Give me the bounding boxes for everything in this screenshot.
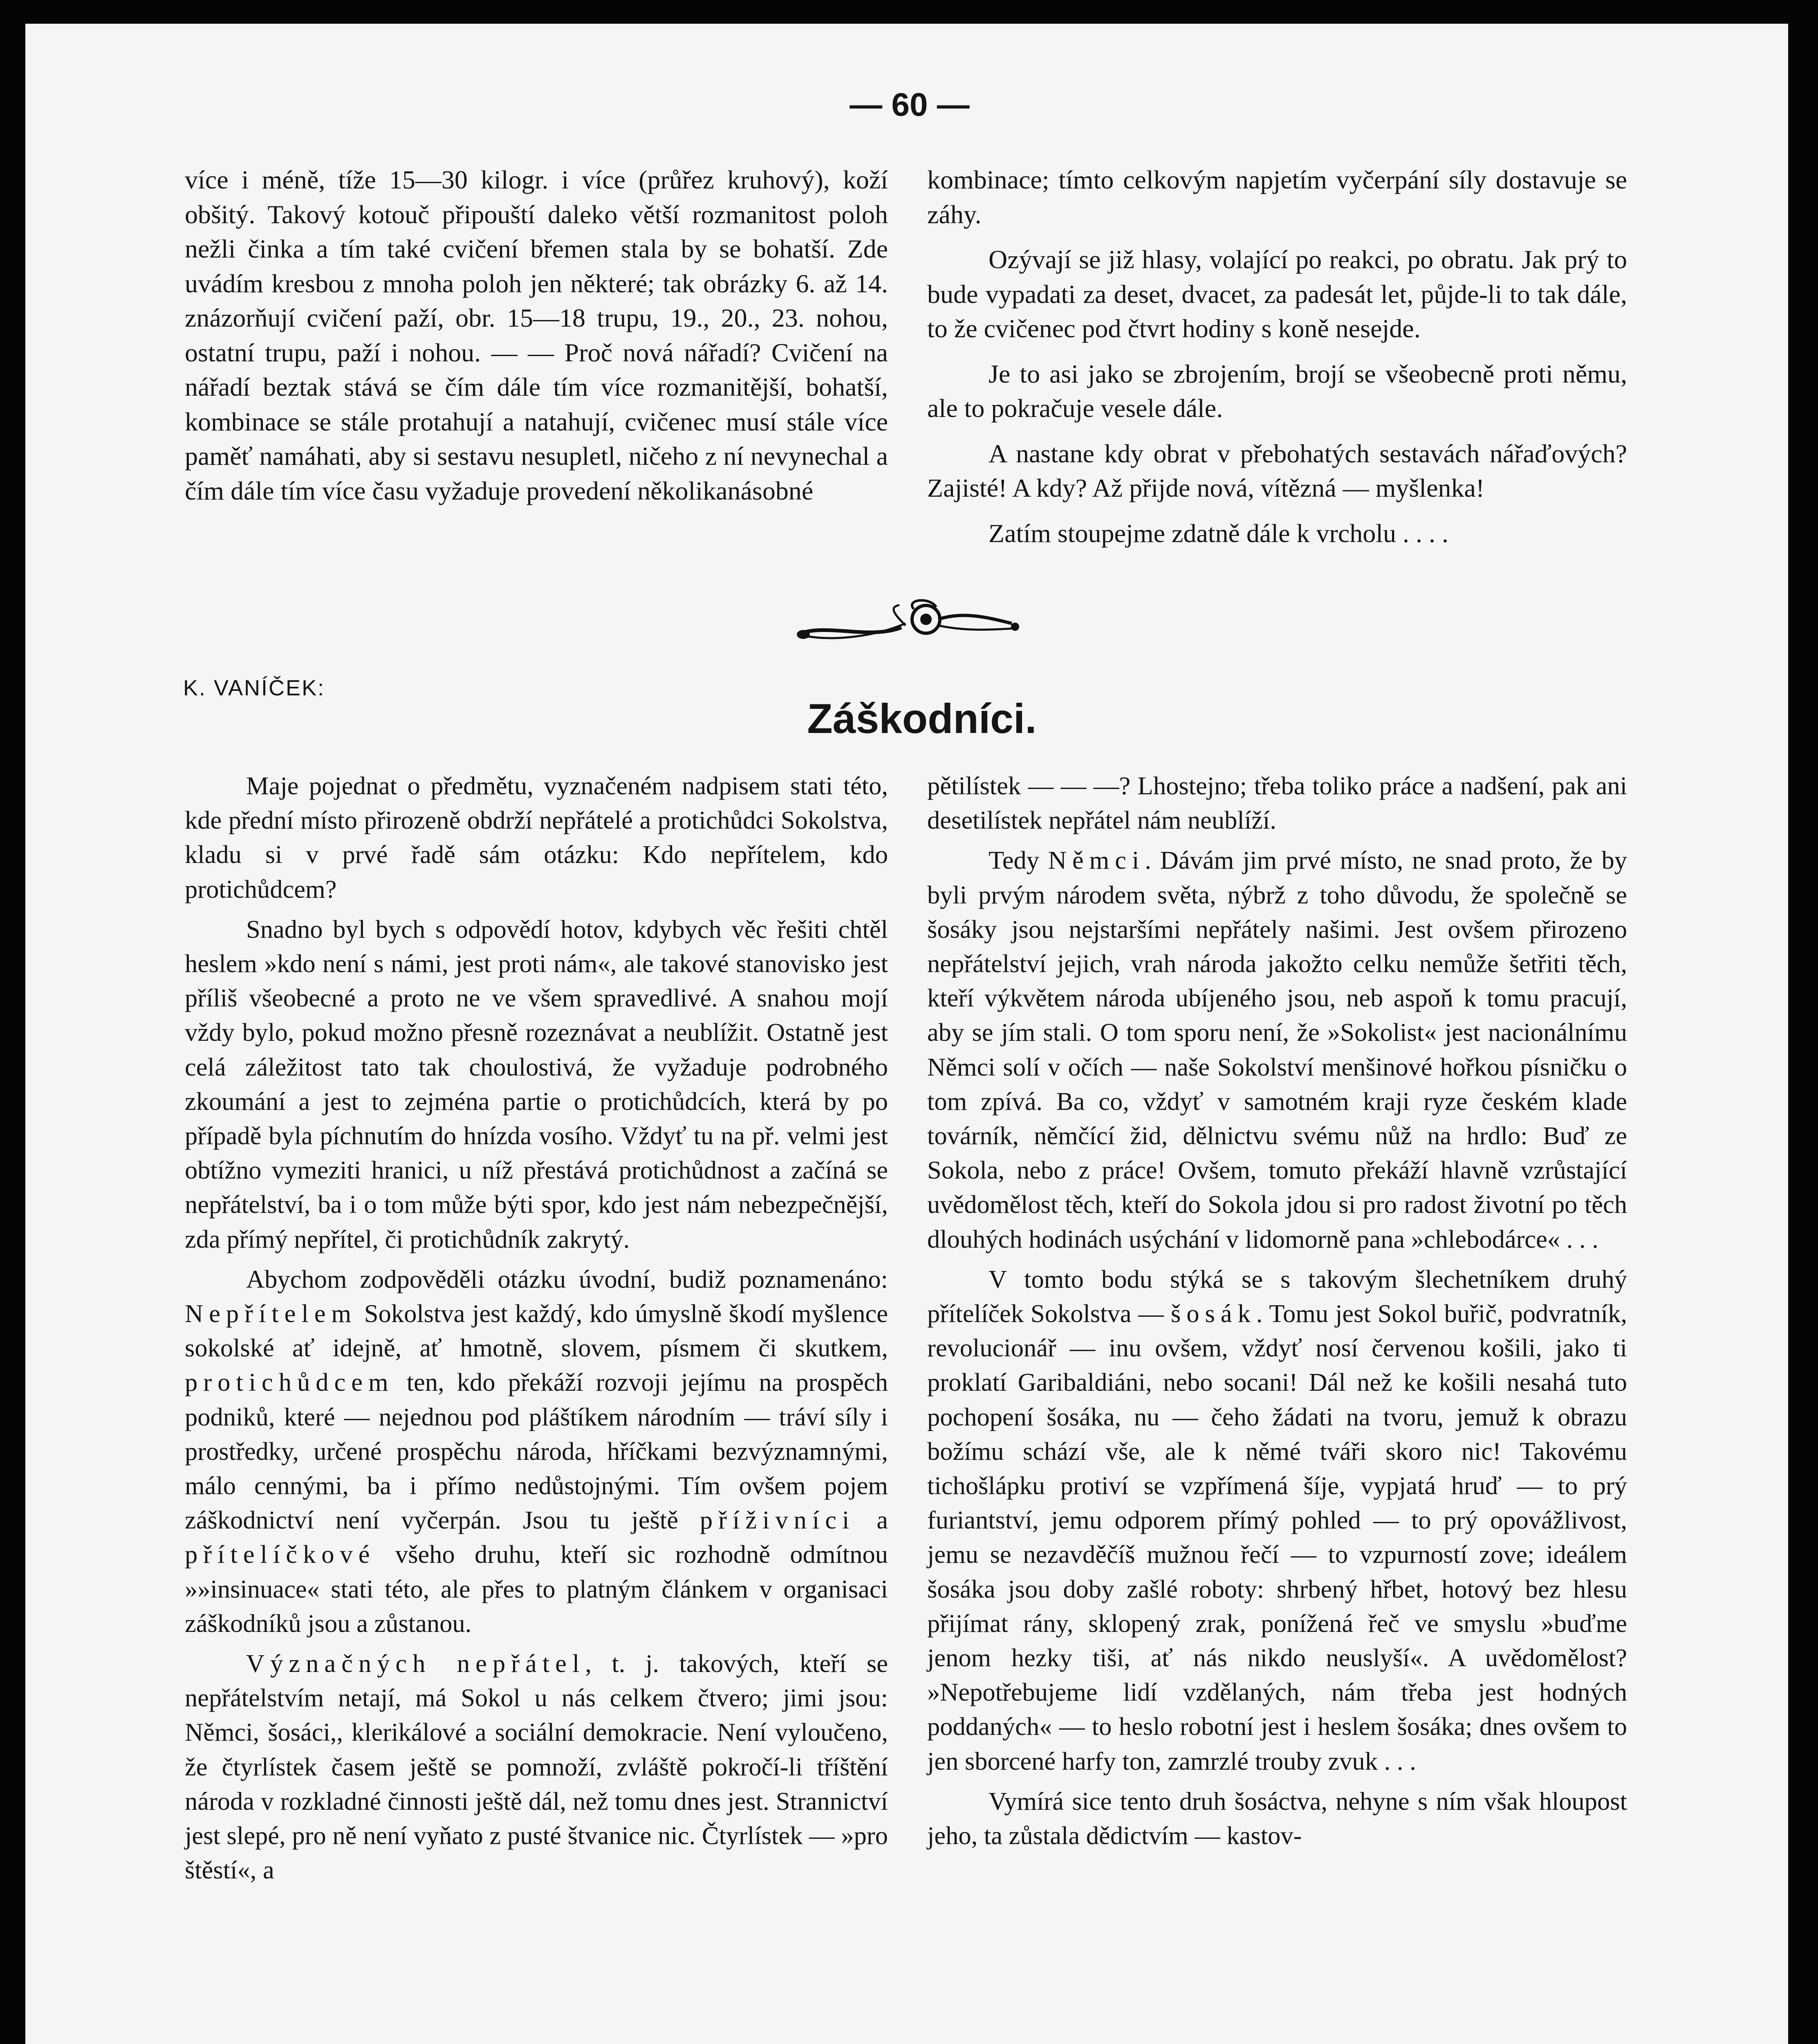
intro-right-column: [927, 163, 1627, 551]
text-run: , t. j. takových, kteří se nepřátelstvím netají, má Sokol u nás celkem čtvero; jimi jsou: Němci, šosáci,, klerikálové a sociální demokracie. Není vyloučeno, že čtyrlístek časem ještě se pomnoží, zvláště pokročí-li tříštění národa v rozkladné činnosti ještě dál, než tomu dnes jest. Strannictví jest slepé, pro ně není vyňato z pusté štvanice nic. Čtyrlístek — »pro štěstí«, a: [185, 1649, 888, 1885]
intro-left-column: [185, 163, 888, 508]
spaced-term: protichůdcem: [185, 1368, 394, 1397]
scan-border-right: [1788, 0, 1818, 2044]
spaced-term: příživníci: [699, 1506, 855, 1535]
article-paragraph: [927, 1262, 1627, 1778]
spaced-term: přítelíčkové: [185, 1540, 376, 1569]
intro-right-paragraph: Zatím stoupejme zdatně dále k vrcholu . . . .: [989, 518, 1448, 548]
article-paragraph: [927, 843, 1627, 1256]
text-run: Sokolstva jest každý, kdo úmyslně škodí myšlence sokolské ať idejně, ať hmotně, slovem, písmem či skutkem,: [185, 1299, 888, 1363]
text-run: . Dávám jim prvé místo, ne snad proto, že by byli prvým národem světa, nýbrž z toho důvodu, že společně se šosáky jsou nejstaršími nepřátely našimi. Jest ovšem přirozeno nepřátelství jejich, vrah národa jakožto celku nemůže šetřiti těch, kteří výkvětem národa ubíjeného jsou, neb aspoň k tomu pracují, aby se jím stali. O tom sporu není, že »Sokolist« jest nacionálnímu Němci solí v očích — naše Sokolství menšinové hořkou písničku o tom zpívá. Ba co, vždyť v samotném kraji ryze českém klade továrník, němčící žid, dělnictvu svému nůž na hrdlo: Buď ze Sokola, nebo z práce! Ovšem, tomuto překáží hlavně vzrůstající uvědomělost těch, kteří do Sokola jdou si pro radost životní po těch dlouhých hodinách usýchání v lidomorně pana »chlebodárce« . . .: [927, 846, 1627, 1253]
text-run: V tomto bodu stýká se s takovým šlechetníkem druhý přítelíček Sokolstva —: [927, 1264, 1627, 1328]
intro-right-paragraph: Ozývají se již hlasy, volající po reakci, po obratu. Jak prý to bude vypadati za deset, dvacet, za padesát let, půjde-li to tak dále, to že cvičenec pod čtvrt hodiny s koně nesejde.: [927, 245, 1627, 343]
spaced-term: Význačných nepřátel: [246, 1649, 585, 1678]
intro-right-paragraph: Je to asi jako se zbrojením, brojí se všeobecně proti němu, ale to pokračuje vesele dále.: [927, 359, 1627, 423]
spaced-term: šosák: [1170, 1299, 1256, 1328]
text-run: a: [855, 1506, 888, 1535]
article-left-column: [185, 769, 888, 1887]
text-run: všeho druhu, kteří sic rozhodně odmítnou »»insinuace« stati této, ale přes to platným článkem v organisaci záškodníků jsou a zůstanou.: [185, 1540, 888, 1638]
article-paragraph: [185, 1262, 888, 1641]
article-paragraph: Snadno byl bych s odpovědí hotov, kdybych věc řešiti chtěl heslem »kdo není s námi, jest proti nám«, ale takové stanovisko jest příliš všeobecné a proto ne ve všem spravedlivé. A snahou mojí vždy bylo, pokud možno přesně rozeznávat a neublížit. Ostatně jest celá záležitost tato tak choulostivá, že vyžaduje podrobného zkoumání a jest to zejména partie o protichůdcích, která by po případě byla píchnutím do hnízda vosího. Vždyť tu na př. velmi jest obtížno vymeziti hranici, u níž přestává protichůdnost a začíná se nepřátelství, ba i o tom může býti spor, kdo jest nám nebezpečnější, zda přímý nepřítel, či protichůdník zakrytý.: [185, 914, 888, 1253]
intro-right-paragraph: kombinace; tímto celkovým napjetím vyčerpání síly dostavuje se záhy.: [927, 165, 1627, 229]
article-paragraph: Vymírá sice tento druh šosáctva, nehyne s ním však hloupost jeho, ta zůstala dědictvím — kastov-: [927, 1786, 1627, 1850]
intro-right-paragraph: A nastane kdy obrat v přebohatých sestavách nářaďových? Zajisté! A kdy? Až přijde nová, vítězná — myšlenka!: [927, 439, 1627, 502]
article-paragraph: [185, 1646, 888, 1887]
intro-left-paragraph: více i méně, tíže 15—30 kilogr. i více (průřez kruhový), koží obšitý. Takový kotouč připouští daleko větší rozmanitost poloh nežli činka a tím také cvičení břemen stala by se bohatší. Zde uvádím kresbou z mnoha poloh jen některé; tak obrázky 6. až 14. znázorňují cvičení paží, obr. 15—18 trupu, 19., 20., 23. nohou, ostatní trupu, paží i nohou. — — Proč nová nářadí? Cvičení na nářadí beztak stává se čím dále tím více rozmanitější, bohatší, kombinace se stále protahují a natahují, cvičenec musí stále více paměť namáhati, aby si sestavu nesupletl, ničeho z ní nevynechal a čím dále tím více času vyžaduje provedení několikanásobné: [185, 165, 888, 505]
scan-border-top: [0, 0, 1818, 24]
spaced-term: Nepřítelem: [185, 1299, 357, 1328]
article-right-column: [927, 769, 1627, 1853]
spaced-term: Němci: [1048, 846, 1145, 875]
article-paragraph: pětilístek — — —? Lhostejno; třeba toliko práce a nadšení, pak ani desetilístek nepřátel nám neublíží.: [927, 771, 1627, 835]
page-number: — 60 —: [850, 86, 970, 123]
article-paragraph: Maje pojednat o předmětu, vyznačeném nadpisem stati této, kde přední místo přirozeně obdrží nepřátelé a protichůdci Sokolstva, kladu si v prvé řadě sám otázku: Kdo nepřítelem, kdo protichůdcem?: [185, 771, 888, 903]
article-title: Záškodníci.: [807, 695, 1037, 742]
text-run: . Tomu jest Sokol buřič, podvratník, revolucionář — inu ovšem, vždyť nosí červenou košili, jako ti proklatí Garibaldiáni, nebo socani! Dál než ke košili nesahá tuto pochopení šosáka, nu — čeho žádati na tvoru, jemuž k obrazu božímu schází vše, ale k němé tváři skoro nic! Takovému tichošlápku protiví se vzpřímená šíje, vypjatá hruď — to prý furiantství, jemu odporem přímý pohled — to prý opovážlivost, jemu se nezavděčíš mužnou řečí — to vzpurností zove; ideálem šosáka jsou doby zašlé roboty: shrbený hřbet, hotový bez hlesu přijímat rány, sklopený zrak, ponížená řeč ve smyslu »buďme jenom hezky tiši, ať nás nikdo neuslyší«. A uvědomělost? »Nepotřebujeme lidí vzdělaných, nám třeba jest hodných poddaných« — to heslo robotní jest i heslem šosáka; dnes ovšem to jen sborcené harfy ton, zamrzlé trouby zvuk . . .: [927, 1299, 1627, 1775]
text-run: Abychom zodpověděli otázku úvodní, budiž poznamenáno:: [246, 1264, 888, 1293]
article-author: K. VANÍČEK:: [183, 676, 325, 700]
scan-border-left: [0, 0, 25, 2044]
ornament-divider: [795, 595, 1024, 648]
text-run: Tedy: [989, 846, 1048, 875]
text-run: ten, kdo překáží rozvoji jejímu na prospěch podniků, které — nejednou pod pláštíkem národním — tráví síly i prostředky, určené prospěchu národa, hříčkami bezvýznamnými, málo cennými, ba i přímo nedůstojnými. Tím ovšem pojem záškodnictví není vyčerpán. Jsou tu ještě: [185, 1368, 888, 1535]
